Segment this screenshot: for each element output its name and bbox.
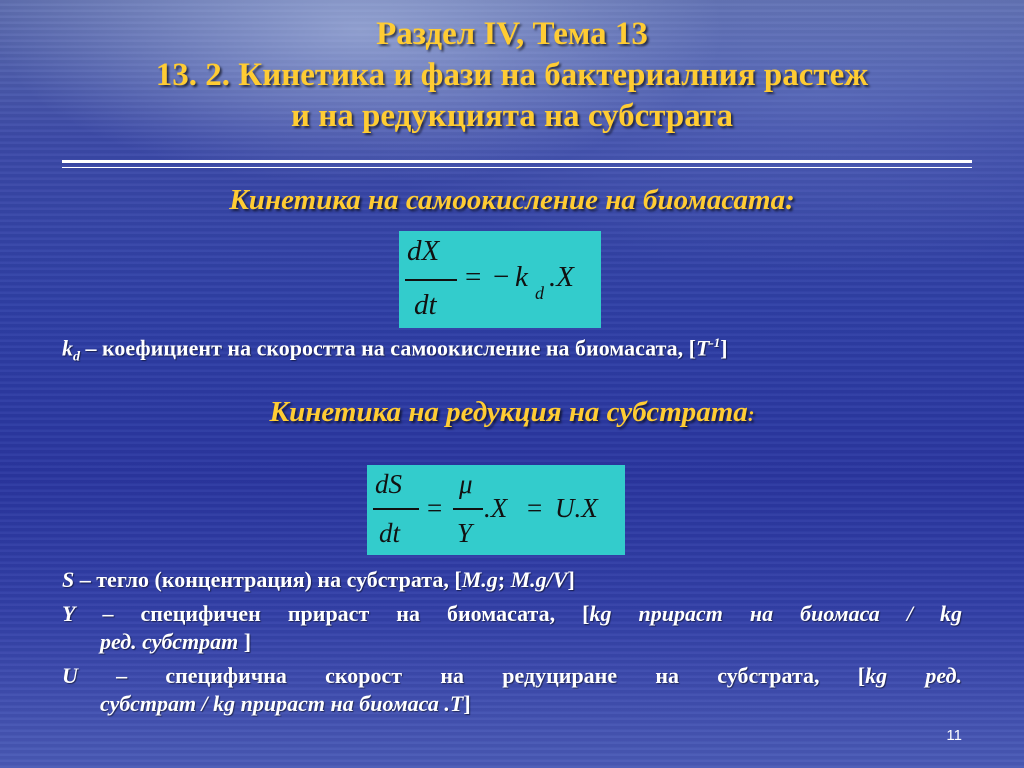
page-number: 11: [946, 727, 962, 744]
kd-unit-sup: -1: [709, 335, 721, 350]
heading-colon: :: [747, 404, 755, 426]
kd-unit: T: [696, 335, 710, 361]
heading-text: Кинетика на редукция на субстрата: [269, 396, 748, 428]
formula-self-oxidation: [399, 231, 601, 328]
title-line-3: и на редукцията на субстрата: [291, 98, 733, 134]
fraction-bar-2: [453, 508, 483, 510]
u-unit-a: kg ред.: [865, 663, 962, 688]
definition-s: [62, 565, 962, 594]
title-divider-thin: [62, 167, 972, 168]
y-close: ]: [238, 629, 252, 654]
formula-numerator: dX: [407, 235, 440, 267]
s-text: – тегло (концентрация) на субстрата, [: [74, 567, 462, 592]
u-unit-b: субстрат / kg прираст на биомаса .T: [100, 691, 464, 716]
u-symbol: U: [62, 663, 78, 688]
fraction-bar: [405, 279, 457, 281]
fraction-bar-1: [373, 508, 419, 510]
title-line-2: 13. 2. Кинетика и фази на бактериалния растеж: [155, 57, 869, 93]
u-close: ]: [463, 691, 471, 716]
formula-k: k: [515, 261, 528, 293]
kd-text: – коефициент на скоростта на самоокисление на биомасата, [: [80, 335, 696, 361]
u-text: – специфична скорост на редуциране на субстрата, [: [77, 663, 866, 688]
kd-subscript: d: [73, 349, 80, 365]
title-divider-thick: [62, 160, 972, 163]
section-heading-self-oxidation: Кинетика на самоокисление на биомасата:: [229, 184, 795, 216]
s-unit-2: M.g/V: [510, 567, 568, 592]
formula-rhs: .X: [549, 261, 574, 293]
formula-denominator: dt: [414, 289, 437, 321]
s-sep: ;: [497, 567, 511, 592]
formula-equals-2: =: [527, 493, 543, 523]
title-line-1: Раздел IV, Тема 13: [376, 16, 648, 52]
definition-y-line1: [62, 599, 962, 628]
formula-den-dt: dt: [379, 518, 401, 548]
y-text: – специфичен прираст на биомасата, [: [75, 601, 590, 626]
formula-minus: −: [493, 261, 510, 293]
formula-mid-X: .X: [484, 493, 508, 523]
formula-rhs-UX: U.X: [555, 493, 598, 523]
definition-kd: [62, 328, 982, 372]
definition-u-line2: [100, 689, 960, 718]
kd-close: ]: [720, 335, 728, 361]
formula-num-dS: dS: [375, 469, 402, 499]
y-symbol: Y: [62, 601, 76, 626]
formula-num-mu: μ: [459, 469, 473, 499]
slide-title: [40, 14, 984, 137]
s-symbol: S: [62, 567, 75, 592]
s-close: ]: [567, 567, 575, 592]
kd-symbol: k: [62, 335, 73, 361]
y-unit-b: ред. субстрат: [100, 629, 239, 654]
formula-equals: =: [465, 261, 482, 293]
definition-y-line2: [100, 627, 960, 656]
definition-u-line1: [62, 661, 962, 690]
formula-den-Y: Y: [457, 518, 473, 548]
formula-k-subscript: d: [535, 283, 544, 303]
y-unit-a: kg прираст на биомаса / kg: [589, 601, 962, 626]
section-heading-substrate-reduction: [0, 396, 1024, 429]
formula-substrate-reduction: [367, 465, 625, 555]
s-unit-1: M.g: [461, 567, 498, 592]
formula-equals-1: =: [427, 493, 443, 523]
